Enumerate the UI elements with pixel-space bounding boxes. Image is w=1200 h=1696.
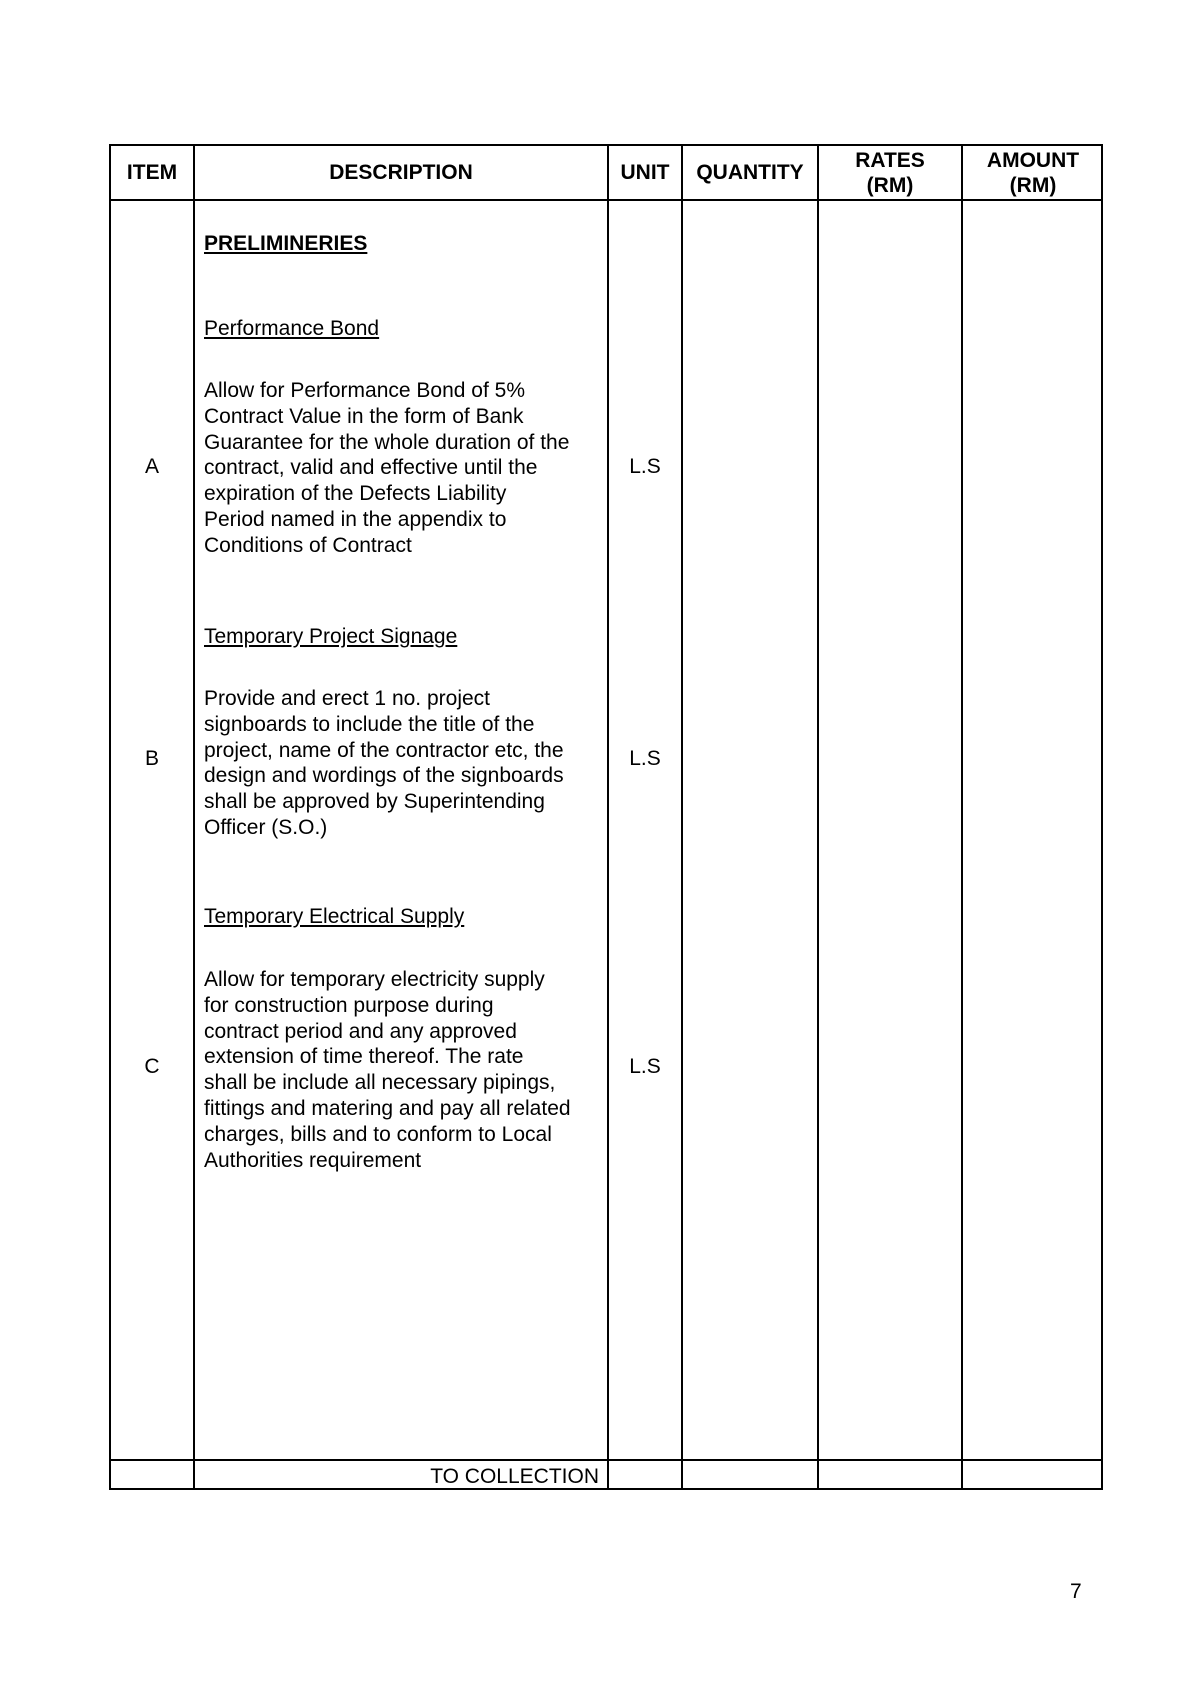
description-line: shall be approved by Superintending: [204, 790, 545, 814]
header-quantity-label: QUANTITY: [696, 161, 804, 184]
description-line: signboards to include the title of the: [204, 712, 535, 736]
to-collection-label: TO COLLECTION: [430, 1465, 599, 1488]
description-line: expiration of the Defects Liability: [204, 482, 507, 506]
description-line: contract, valid and effective until the: [204, 456, 538, 480]
header-rates: [819, 146, 961, 199]
description-line: extension of time thereof. The rate: [204, 1045, 524, 1069]
description-line: for construction purpose during: [204, 993, 494, 1017]
section-title: PRELIMINERIES: [204, 232, 368, 255]
unit-a: L.S: [629, 455, 661, 478]
description-line: Authorities requirement: [204, 1148, 422, 1172]
unit-b: L.S: [629, 747, 661, 770]
description-line: Conditions of Contract: [204, 533, 412, 557]
item-heading-b: Temporary Project Signage: [204, 625, 458, 648]
item-description-c: [204, 967, 571, 1173]
description-line: Guarantee for the whole duration of the: [204, 430, 570, 454]
column-divider: [817, 146, 819, 1488]
item-heading-c: Temporary Electrical Supply: [204, 905, 465, 928]
description-line: fittings and matering and pay all related: [204, 1096, 571, 1120]
header-amount: [963, 146, 1103, 199]
header-rates-label: RATES: [855, 148, 925, 172]
header-description-label: DESCRIPTION: [329, 161, 473, 184]
footer-divider: [111, 1459, 1101, 1461]
description-line: Provide and erect 1 no. project: [204, 687, 491, 710]
column-divider: [193, 146, 195, 1488]
description-line: design and wordings of the signboards: [204, 764, 564, 788]
description-line: shall be include all necessary pipings,: [204, 1071, 556, 1095]
page-number: 7: [1070, 1580, 1082, 1603]
header-amount-currency: (RM): [1009, 173, 1057, 197]
column-divider: [681, 146, 683, 1488]
unit-c: L.S: [629, 1055, 661, 1078]
header-amount-label: AMOUNT: [986, 148, 1080, 172]
description-line: Contract Value in the form of Bank: [204, 404, 524, 428]
header-rates-currency: (RM): [866, 173, 914, 197]
item-description-a: [204, 378, 569, 559]
description-line: Period named in the appendix to: [204, 507, 507, 531]
header-item-label: ITEM: [126, 161, 178, 184]
description-line: Allow for Performance Bond of 5%: [204, 379, 525, 402]
description-line: charges, bills and to conform to Local: [204, 1122, 552, 1146]
header-quantity: [683, 146, 817, 199]
description-line: Officer (S.O.): [204, 815, 328, 839]
item-heading-a: Performance Bond: [204, 317, 380, 340]
header-item: [111, 146, 193, 199]
bill-of-quantities-table: [109, 144, 1103, 1490]
description-line: Allow for temporary electricity supply: [204, 968, 545, 991]
description-line: project, name of the contractor etc, the: [204, 738, 564, 762]
description-line: contract period and any approved: [204, 1019, 517, 1043]
column-divider: [961, 146, 963, 1488]
column-divider: [607, 146, 609, 1488]
header-description: [195, 146, 607, 199]
item-code-b: B: [144, 747, 159, 770]
header-unit-label: UNIT: [620, 161, 670, 184]
item-description-b: [204, 686, 564, 841]
header-divider: [111, 199, 1101, 201]
item-code-c: C: [144, 1055, 160, 1078]
header-unit: [609, 146, 681, 199]
item-code-a: A: [144, 455, 159, 478]
